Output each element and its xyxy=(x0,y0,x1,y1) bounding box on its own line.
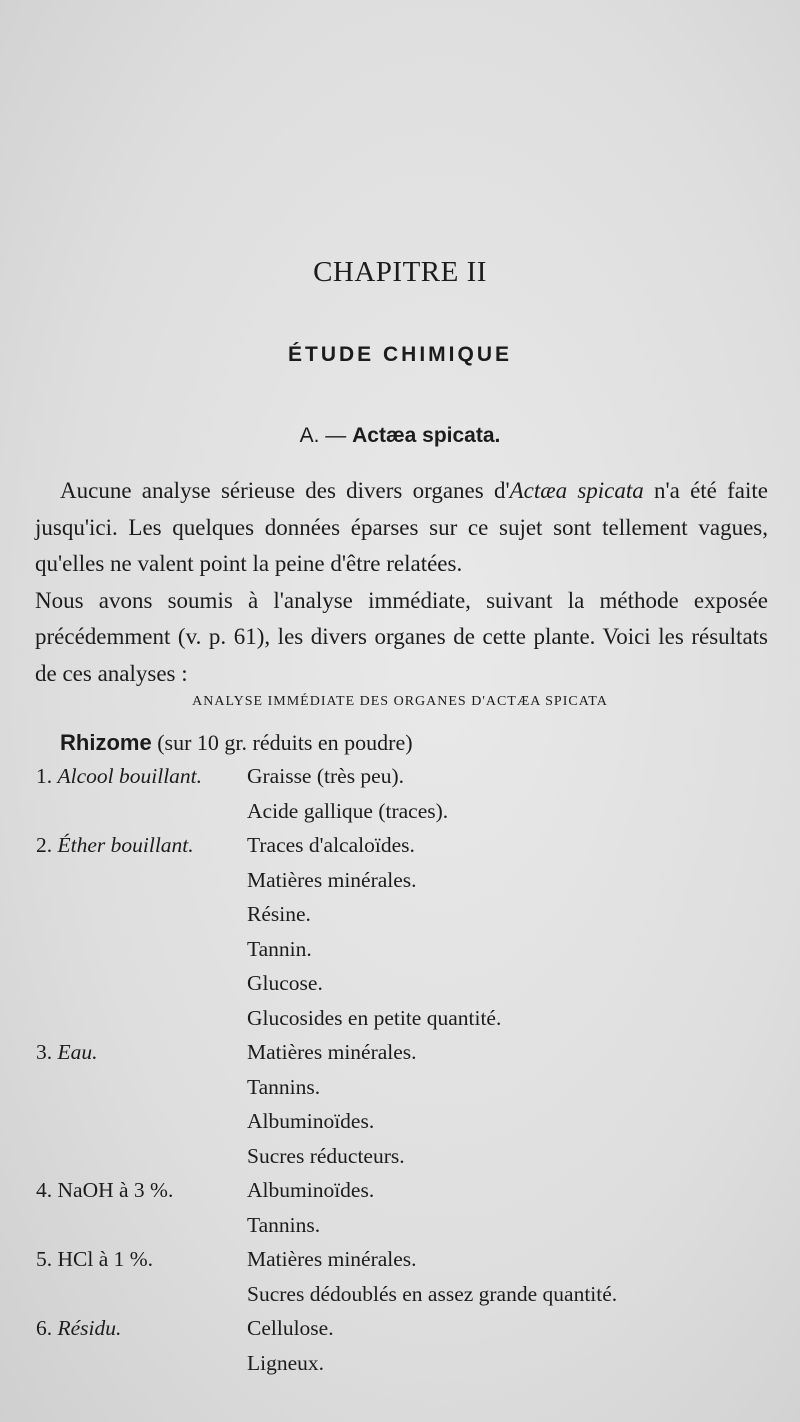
step-number: 2. xyxy=(36,833,58,857)
step-result: Tannin. xyxy=(247,936,312,961)
step-row xyxy=(0,1316,800,1351)
intro-text xyxy=(35,473,768,692)
step-result: Traces d'alcaloïdes. xyxy=(247,833,415,857)
step-result: Graisse (très peu). xyxy=(247,764,405,788)
step-agent xyxy=(36,1316,121,1341)
step-row xyxy=(0,971,800,1006)
step-agent-name: Éther bouillant. xyxy=(57,833,194,857)
section-letter: A. — xyxy=(299,424,347,447)
step-row xyxy=(0,1006,800,1041)
step-agent xyxy=(36,764,202,789)
step-result: Glucosides en petite quantité. xyxy=(247,1005,502,1030)
step-agent xyxy=(36,1040,98,1065)
step-result: Cellulose. xyxy=(247,1316,334,1340)
chapter-subtitle: ÉTUDE CHIMIQUE xyxy=(287,343,512,366)
rhizome-label: Rhizome xyxy=(60,730,152,755)
step-row xyxy=(0,1213,800,1248)
step-agent-name: Alcool bouillant. xyxy=(57,764,203,788)
step-agent-name: NaOH à 3 %. xyxy=(57,1178,174,1202)
step-agent xyxy=(36,833,194,858)
step-agent-name: Eau. xyxy=(57,1040,98,1064)
table-title: ANALYSE IMMÉDIATE DES ORGANES D'ACTÆA SPICATA xyxy=(192,694,608,709)
step-row xyxy=(0,1247,800,1282)
step-result: Sucres dédoublés en assez grande quantité. xyxy=(247,1281,618,1306)
chapter-title: CHAPITRE II xyxy=(313,256,487,288)
bleed-through-texture xyxy=(0,150,800,360)
step-row xyxy=(0,833,800,868)
step-result: Albuminoïdes. xyxy=(247,1109,375,1133)
step-result: Résine. xyxy=(247,902,311,926)
step-result: Matières minérales. xyxy=(247,1040,417,1064)
step-number: 1. xyxy=(36,764,58,788)
section-heading xyxy=(0,424,800,448)
step-row xyxy=(0,764,800,799)
step-agent xyxy=(36,1178,173,1203)
step-row xyxy=(0,1351,800,1386)
intro-paragraph-1: Aucune analyse sérieuse des divers organes d'Actæa spicata n'a été faite jusqu'ici. Les quelques données éparses sur ce sujet sont tellement vagues, qu'elles ne valent point la peine d'être relatées. xyxy=(35,478,768,576)
step-number: 5. xyxy=(36,1247,58,1271)
analysis-steps xyxy=(0,764,800,1385)
step-agent xyxy=(36,1247,153,1272)
step-result: Matières minérales. xyxy=(247,1247,417,1271)
step-number: 6. xyxy=(36,1316,58,1340)
step-number: 3. xyxy=(36,1040,58,1064)
rhizome-note: (sur 10 gr. réduits en poudre) xyxy=(157,730,413,755)
section-name: Actæa spicata. xyxy=(352,424,501,447)
step-result: Matières minérales. xyxy=(247,867,417,892)
step-row xyxy=(0,937,800,972)
step-result: Tannins. xyxy=(247,1074,321,1099)
step-row xyxy=(0,799,800,834)
step-row xyxy=(0,1144,800,1179)
step-result: Acide gallique (traces). xyxy=(247,798,449,823)
step-row xyxy=(0,1075,800,1110)
step-result: Glucose. xyxy=(247,971,323,995)
step-result: Ligneux. xyxy=(247,1350,325,1375)
intro-paragraph-2: Nous avons soumis à l'analyse immédiate, suivant la méthode exposée précédemment (v. p. 61), les divers organes de cette plante. Voici les résultats de ces analyses : xyxy=(35,587,768,686)
species-name: Actæa spicata xyxy=(509,478,644,503)
step-agent-name: HCl à 1 %. xyxy=(57,1247,154,1271)
step-row xyxy=(0,902,800,937)
step-row xyxy=(0,1109,800,1144)
step-result: Tannins. xyxy=(247,1212,321,1237)
step-result: Albuminoïdes. xyxy=(247,1178,375,1202)
step-row xyxy=(0,1282,800,1317)
step-row xyxy=(0,868,800,903)
step-row xyxy=(0,1178,800,1213)
rhizome-heading xyxy=(60,730,413,756)
step-row xyxy=(0,1040,800,1075)
step-result: Sucres réducteurs. xyxy=(247,1143,405,1168)
step-number: 4. xyxy=(36,1178,58,1202)
step-agent-name: Résidu. xyxy=(57,1316,122,1340)
